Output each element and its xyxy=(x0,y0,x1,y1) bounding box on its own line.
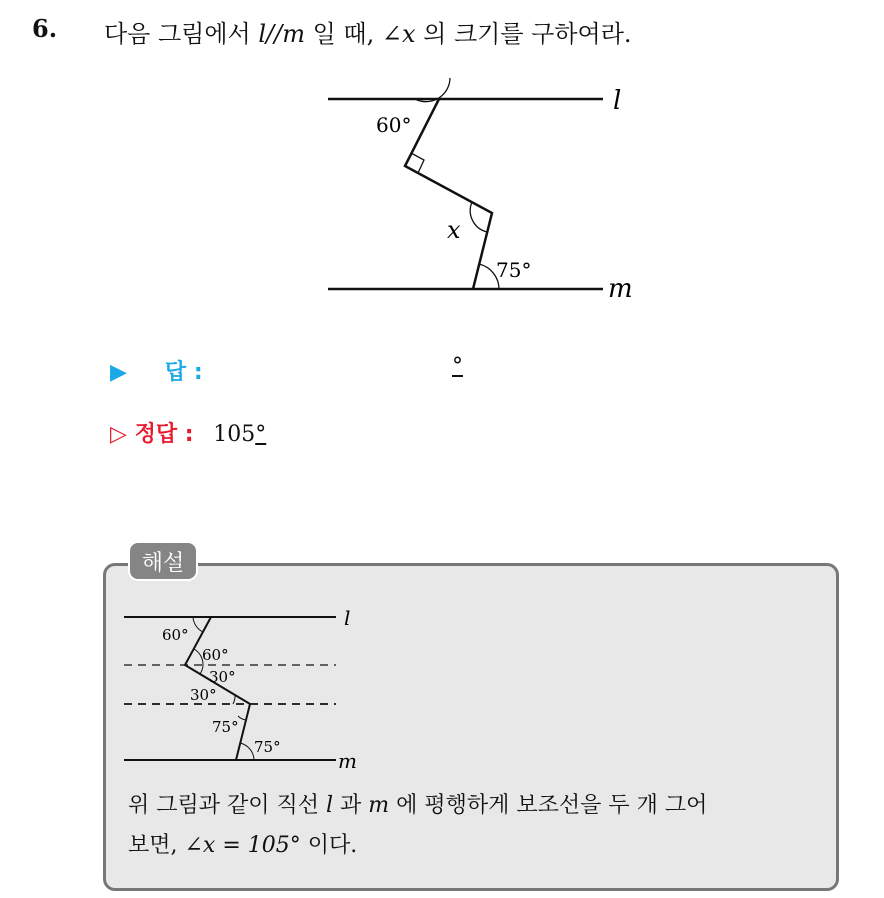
correct-number: 105 xyxy=(213,422,256,447)
question-text-after: 의 크기를 구하여라. xyxy=(415,20,632,48)
sol-text-2a: 보면, xyxy=(128,833,185,858)
sol-arc-5 xyxy=(238,716,246,720)
label-x: x xyxy=(447,216,461,244)
label-l: l xyxy=(613,86,622,116)
sol-label-a5: 75° xyxy=(212,718,239,736)
answer-row xyxy=(110,355,203,386)
play-outline-icon: ▷ xyxy=(110,422,127,447)
sol-label-l: l xyxy=(344,606,351,630)
answer-label: 답 : xyxy=(164,360,203,385)
label-75: 75° xyxy=(496,258,532,282)
sol-text-m: m xyxy=(368,793,390,818)
sol-text-eq: ∠x = 105° xyxy=(184,833,301,858)
sol-label-a1: 60° xyxy=(162,626,189,644)
answer-blank[interactable]: ° xyxy=(452,354,463,379)
sol-arc-6 xyxy=(240,743,254,760)
label-60: 60° xyxy=(376,113,412,137)
sol-text-l: l xyxy=(326,793,334,818)
sol-arc-1 xyxy=(193,617,203,632)
solution-tab: 해설 xyxy=(128,541,198,581)
sol-text-1a: 위 그림과 같이 직선 xyxy=(128,793,326,818)
play-filled-icon: ▶ xyxy=(110,360,127,385)
solution-figure xyxy=(0,590,884,780)
question-text-before: 다음 그림에서 xyxy=(104,20,259,48)
correct-row xyxy=(110,417,266,448)
sol-label-m: m xyxy=(338,749,357,773)
sol-label-a6: 75° xyxy=(254,738,281,756)
solution-text xyxy=(128,786,828,866)
sol-label-a2: 60° xyxy=(202,646,229,664)
sol-label-a4: 30° xyxy=(190,686,217,704)
zigzag-path xyxy=(405,99,492,289)
correct-unit: ° xyxy=(255,422,267,447)
solution-line-2 xyxy=(128,826,828,866)
parallel-notation: l//m xyxy=(258,20,305,48)
sol-text-1c: 에 평행하게 보조선을 두 개 그어 xyxy=(389,793,708,818)
question-number: 6. xyxy=(32,14,58,43)
correct-value xyxy=(213,422,266,447)
question-text-mid: 일 때, xyxy=(304,20,382,48)
main-figure xyxy=(0,0,884,330)
sol-label-a3: 30° xyxy=(209,668,236,686)
sol-text-2b: 이다. xyxy=(300,833,358,858)
angle-x-notation: ∠x xyxy=(381,20,416,48)
solution-line-1 xyxy=(128,786,828,826)
sol-arc-3 xyxy=(200,665,203,674)
correct-label: 정답 : xyxy=(134,422,194,447)
label-m: m xyxy=(608,274,633,304)
sol-text-1b: 과 xyxy=(333,793,369,818)
